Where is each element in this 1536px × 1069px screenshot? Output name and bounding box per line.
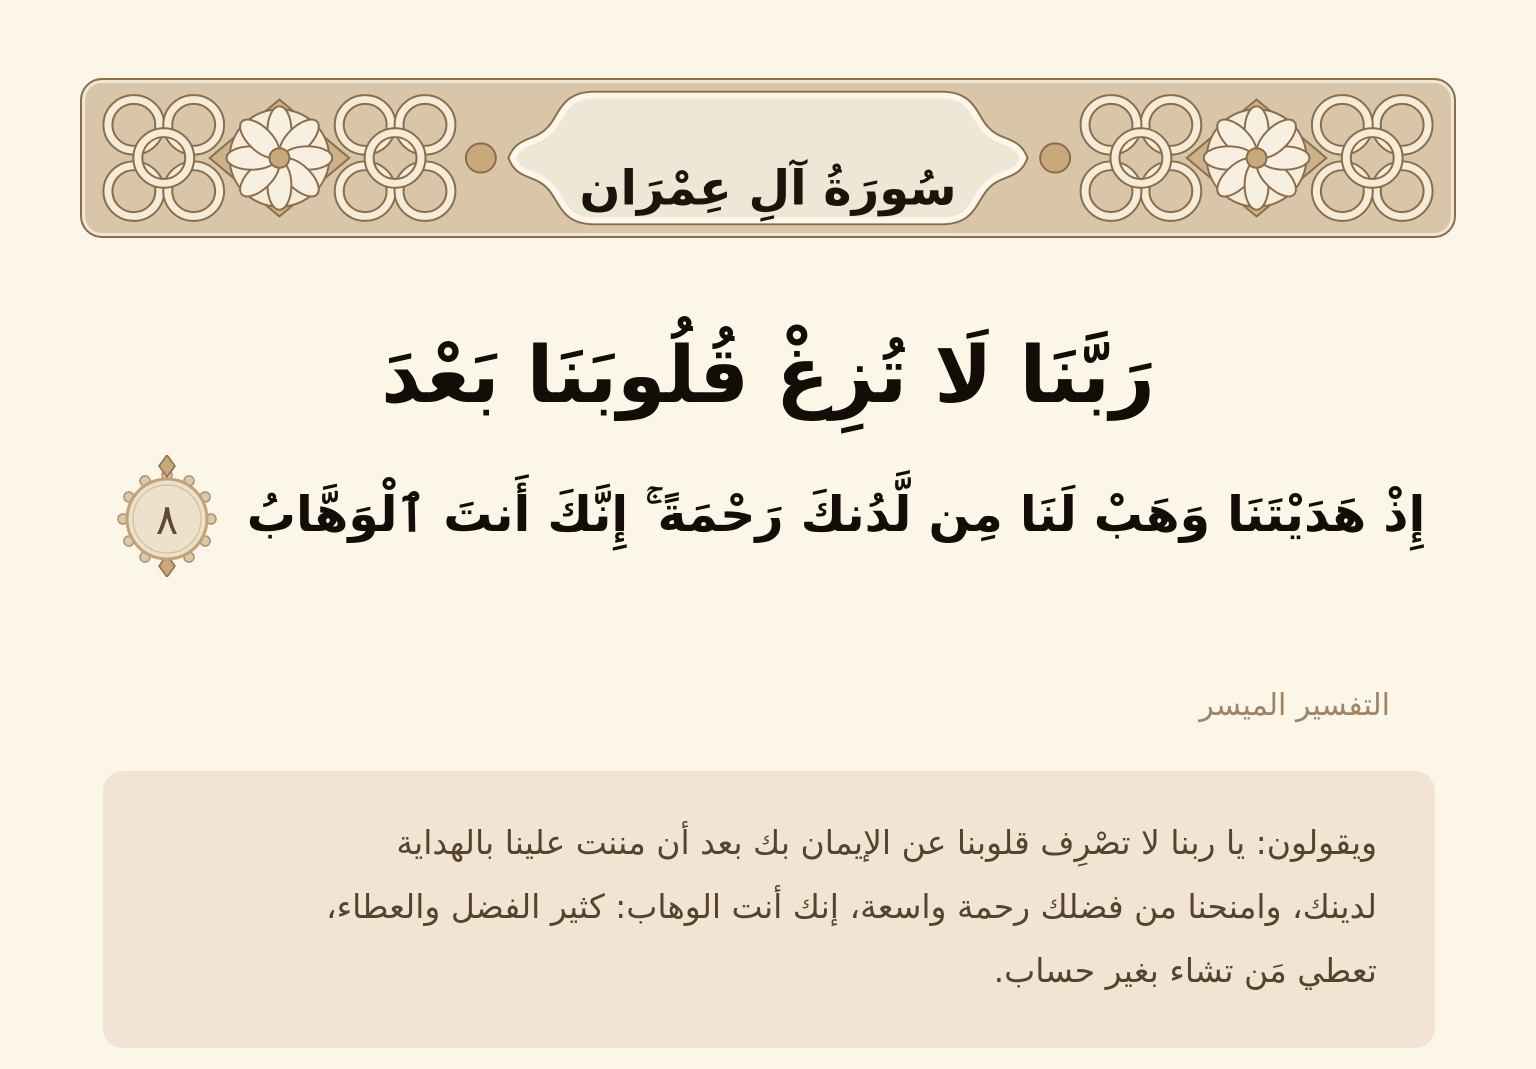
quran-verse-page — [0, 78, 1536, 1048]
tafsir-text-line2: لدينك، وامنحنا من فضلك رحمة واسعة، إنك أنت الوهاب: كثير الفضل والعطاء، — [325, 886, 1377, 926]
verse-text-line2: إِذْ هَدَيْتَنَا وَهَبْ لَنَا مِن لَّدُنكَ رَحْمَةً ۚ إِنَّكَ أَنتَ ٱلْوَهَّابُ — [246, 486, 1426, 544]
verse-number: ٨ — [155, 494, 179, 544]
verse-text-line1: رَبَّنَا لَا تُزِغْ قُلُوبَنَا بَعْدَ — [381, 331, 1155, 421]
tafsir-box — [103, 771, 1435, 1048]
verse-section — [0, 310, 1536, 577]
verse-number-medallion — [111, 455, 223, 577]
surah-title: سُورَةُ آلِ عِمْرَان — [579, 160, 957, 217]
tafsir-text-line3: تعطي مَن تشاء بغير حساب. — [993, 951, 1377, 991]
surah-banner — [80, 78, 1456, 238]
tafsir-text-line1: ويقولون: يا ربنا لا تصْرِف قلوبنا عن الإيمان بك بعد أن مننت علينا بالهداية — [396, 822, 1377, 862]
verse-line2-row — [0, 455, 1536, 577]
tafsir-source-label: التفسير الميسر — [1199, 687, 1390, 723]
